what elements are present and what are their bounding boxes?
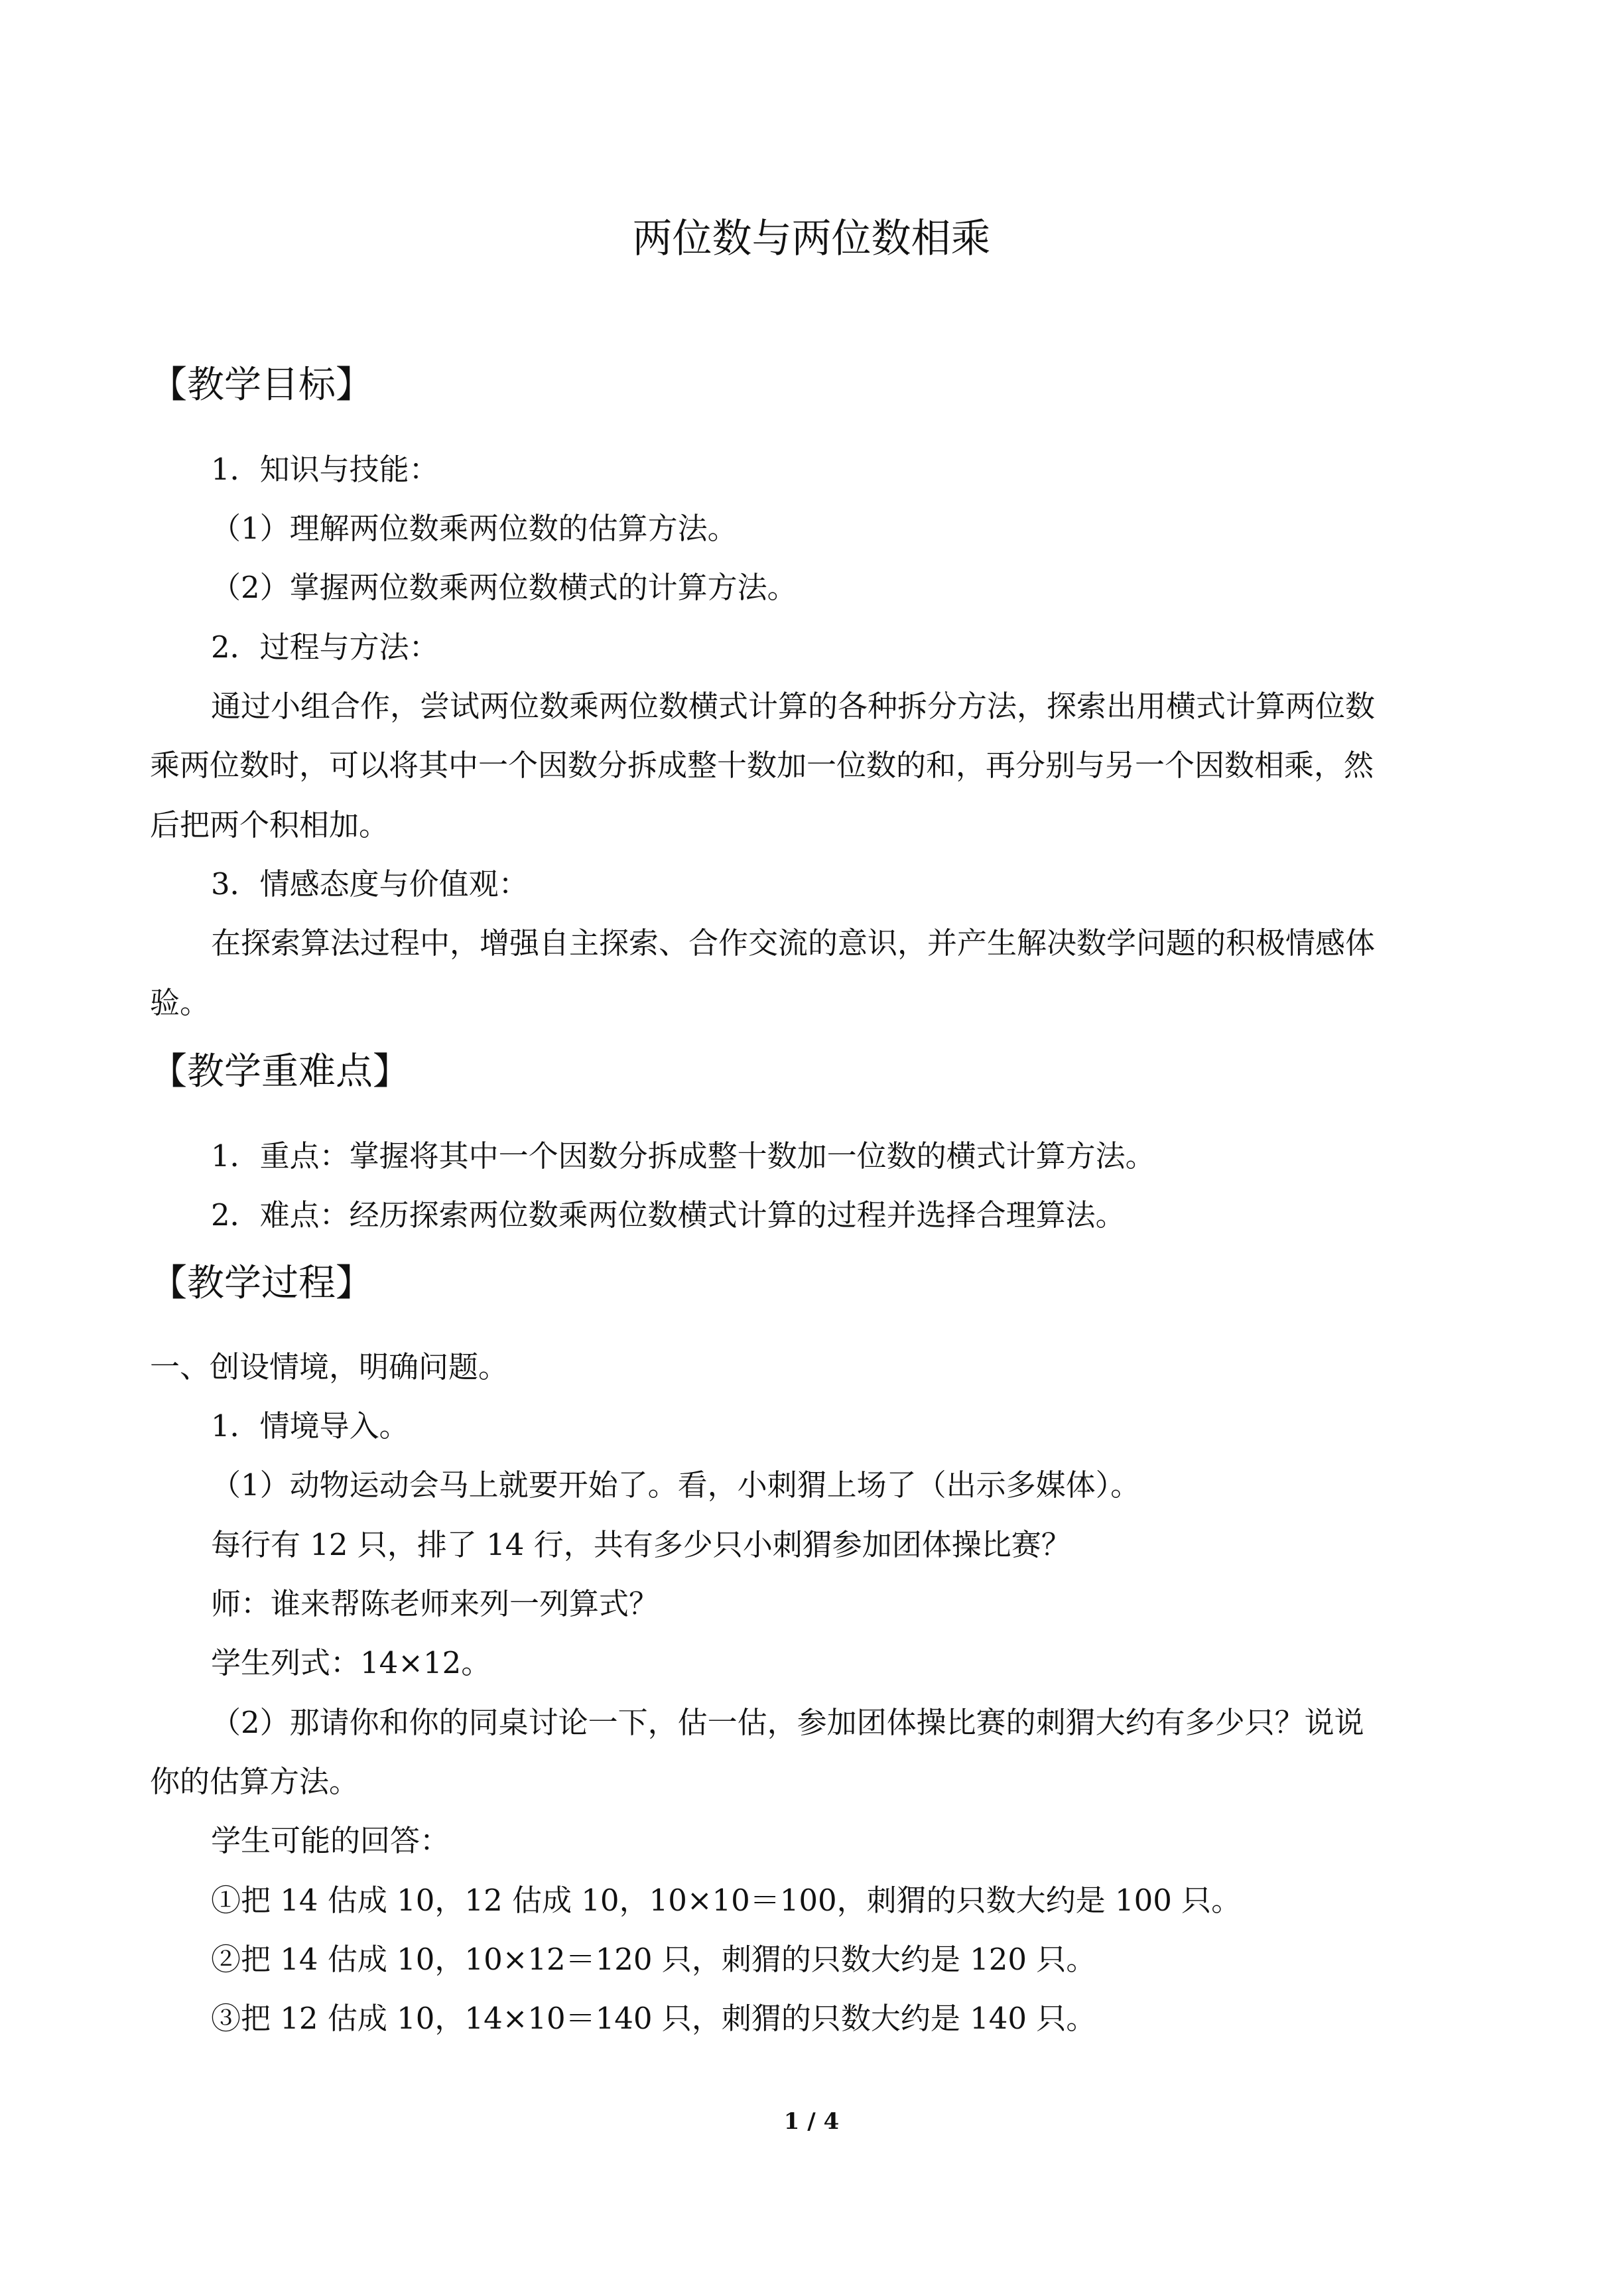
section-heading-teaching-process: 【教学过程】 <box>150 1262 373 1305</box>
key-point-focus: 1．重点：掌握将其中一个因数分拆成整十数加一位数的横式计算方法。 <box>211 1138 1155 1174</box>
answer-option-2: ②把 14 估成 10，10×12＝120 只，刺猬的只数大约是 120 只。 <box>211 1942 1096 1977</box>
goal-subitem-estimation: （1）理解两位数乘两位数的估算方法。 <box>211 511 738 546</box>
goal-item-attitude: 3．情感态度与价值观： <box>211 866 529 902</box>
process-paragraph-5-line1: （2）那请你和你的同桌讨论一下，估一估，参加团体操比赛的刺猬大约有多少只？说说 <box>211 1705 1364 1740</box>
process-paragraph-4: 学生列式：14×12。 <box>211 1645 491 1680</box>
answer-option-3: ③把 12 估成 10，14×10＝140 只，刺猬的只数大约是 140 只。 <box>211 2001 1096 2036</box>
page-number: 1 / 4 <box>783 2108 840 2135</box>
process-paragraph-1: （1）动物运动会马上就要开始了。看，小刺猬上场了（出示多媒体）。 <box>211 1467 1141 1503</box>
answer-option-1: ①把 14 估成 10，12 估成 10，10×10＝100，刺猬的只数大约是 100 只。 <box>211 1883 1242 1918</box>
process-step-intro: 1．情境导入。 <box>211 1408 409 1444</box>
goal-attitude-text-line2: 验。 <box>150 985 210 1020</box>
process-paragraph-5-line2: 你的估算方法。 <box>150 1764 359 1799</box>
process-paragraph-6: 学生可能的回答： <box>211 1823 450 1858</box>
goal-process-text-line1: 通过小组合作，尝试两位数乘两位数横式计算的各种拆分方法，探索出用横式计算两位数 <box>211 689 1376 724</box>
goal-item-process: 2．过程与方法： <box>211 630 439 665</box>
section-heading-teaching-goals: 【教学目标】 <box>150 364 373 407</box>
document-title: 两位数与两位数相乘 <box>632 216 991 262</box>
goal-process-text-line3: 后把两个积相加。 <box>150 807 389 843</box>
process-part-one: 一、创设情境，明确问题。 <box>150 1349 509 1384</box>
section-heading-key-points: 【教学重难点】 <box>150 1050 410 1093</box>
goal-item-knowledge: 1．知识与技能： <box>211 452 439 487</box>
process-paragraph-3: 师：谁来帮陈老师来列一列算式？ <box>211 1586 659 1621</box>
goal-subitem-calculation: （2）掌握两位数乘两位数横式的计算方法。 <box>211 570 797 605</box>
goal-attitude-text-line1: 在探索算法过程中，增强自主探索、合作交流的意识，并产生解决数学问题的积极情感体 <box>211 925 1376 961</box>
process-paragraph-2: 每行有 12 只，排了 14 行，共有多少只小刺猬参加团体操比赛？ <box>211 1527 1071 1562</box>
key-point-difficulty: 2．难点：经历探索两位数乘两位数横式计算的过程并选择合理算法。 <box>211 1197 1126 1233</box>
goal-process-text-line2: 乘两位数时，可以将其中一个因数分拆成整十数加一位数的和，再分别与另一个因数相乘，然 <box>150 748 1374 783</box>
